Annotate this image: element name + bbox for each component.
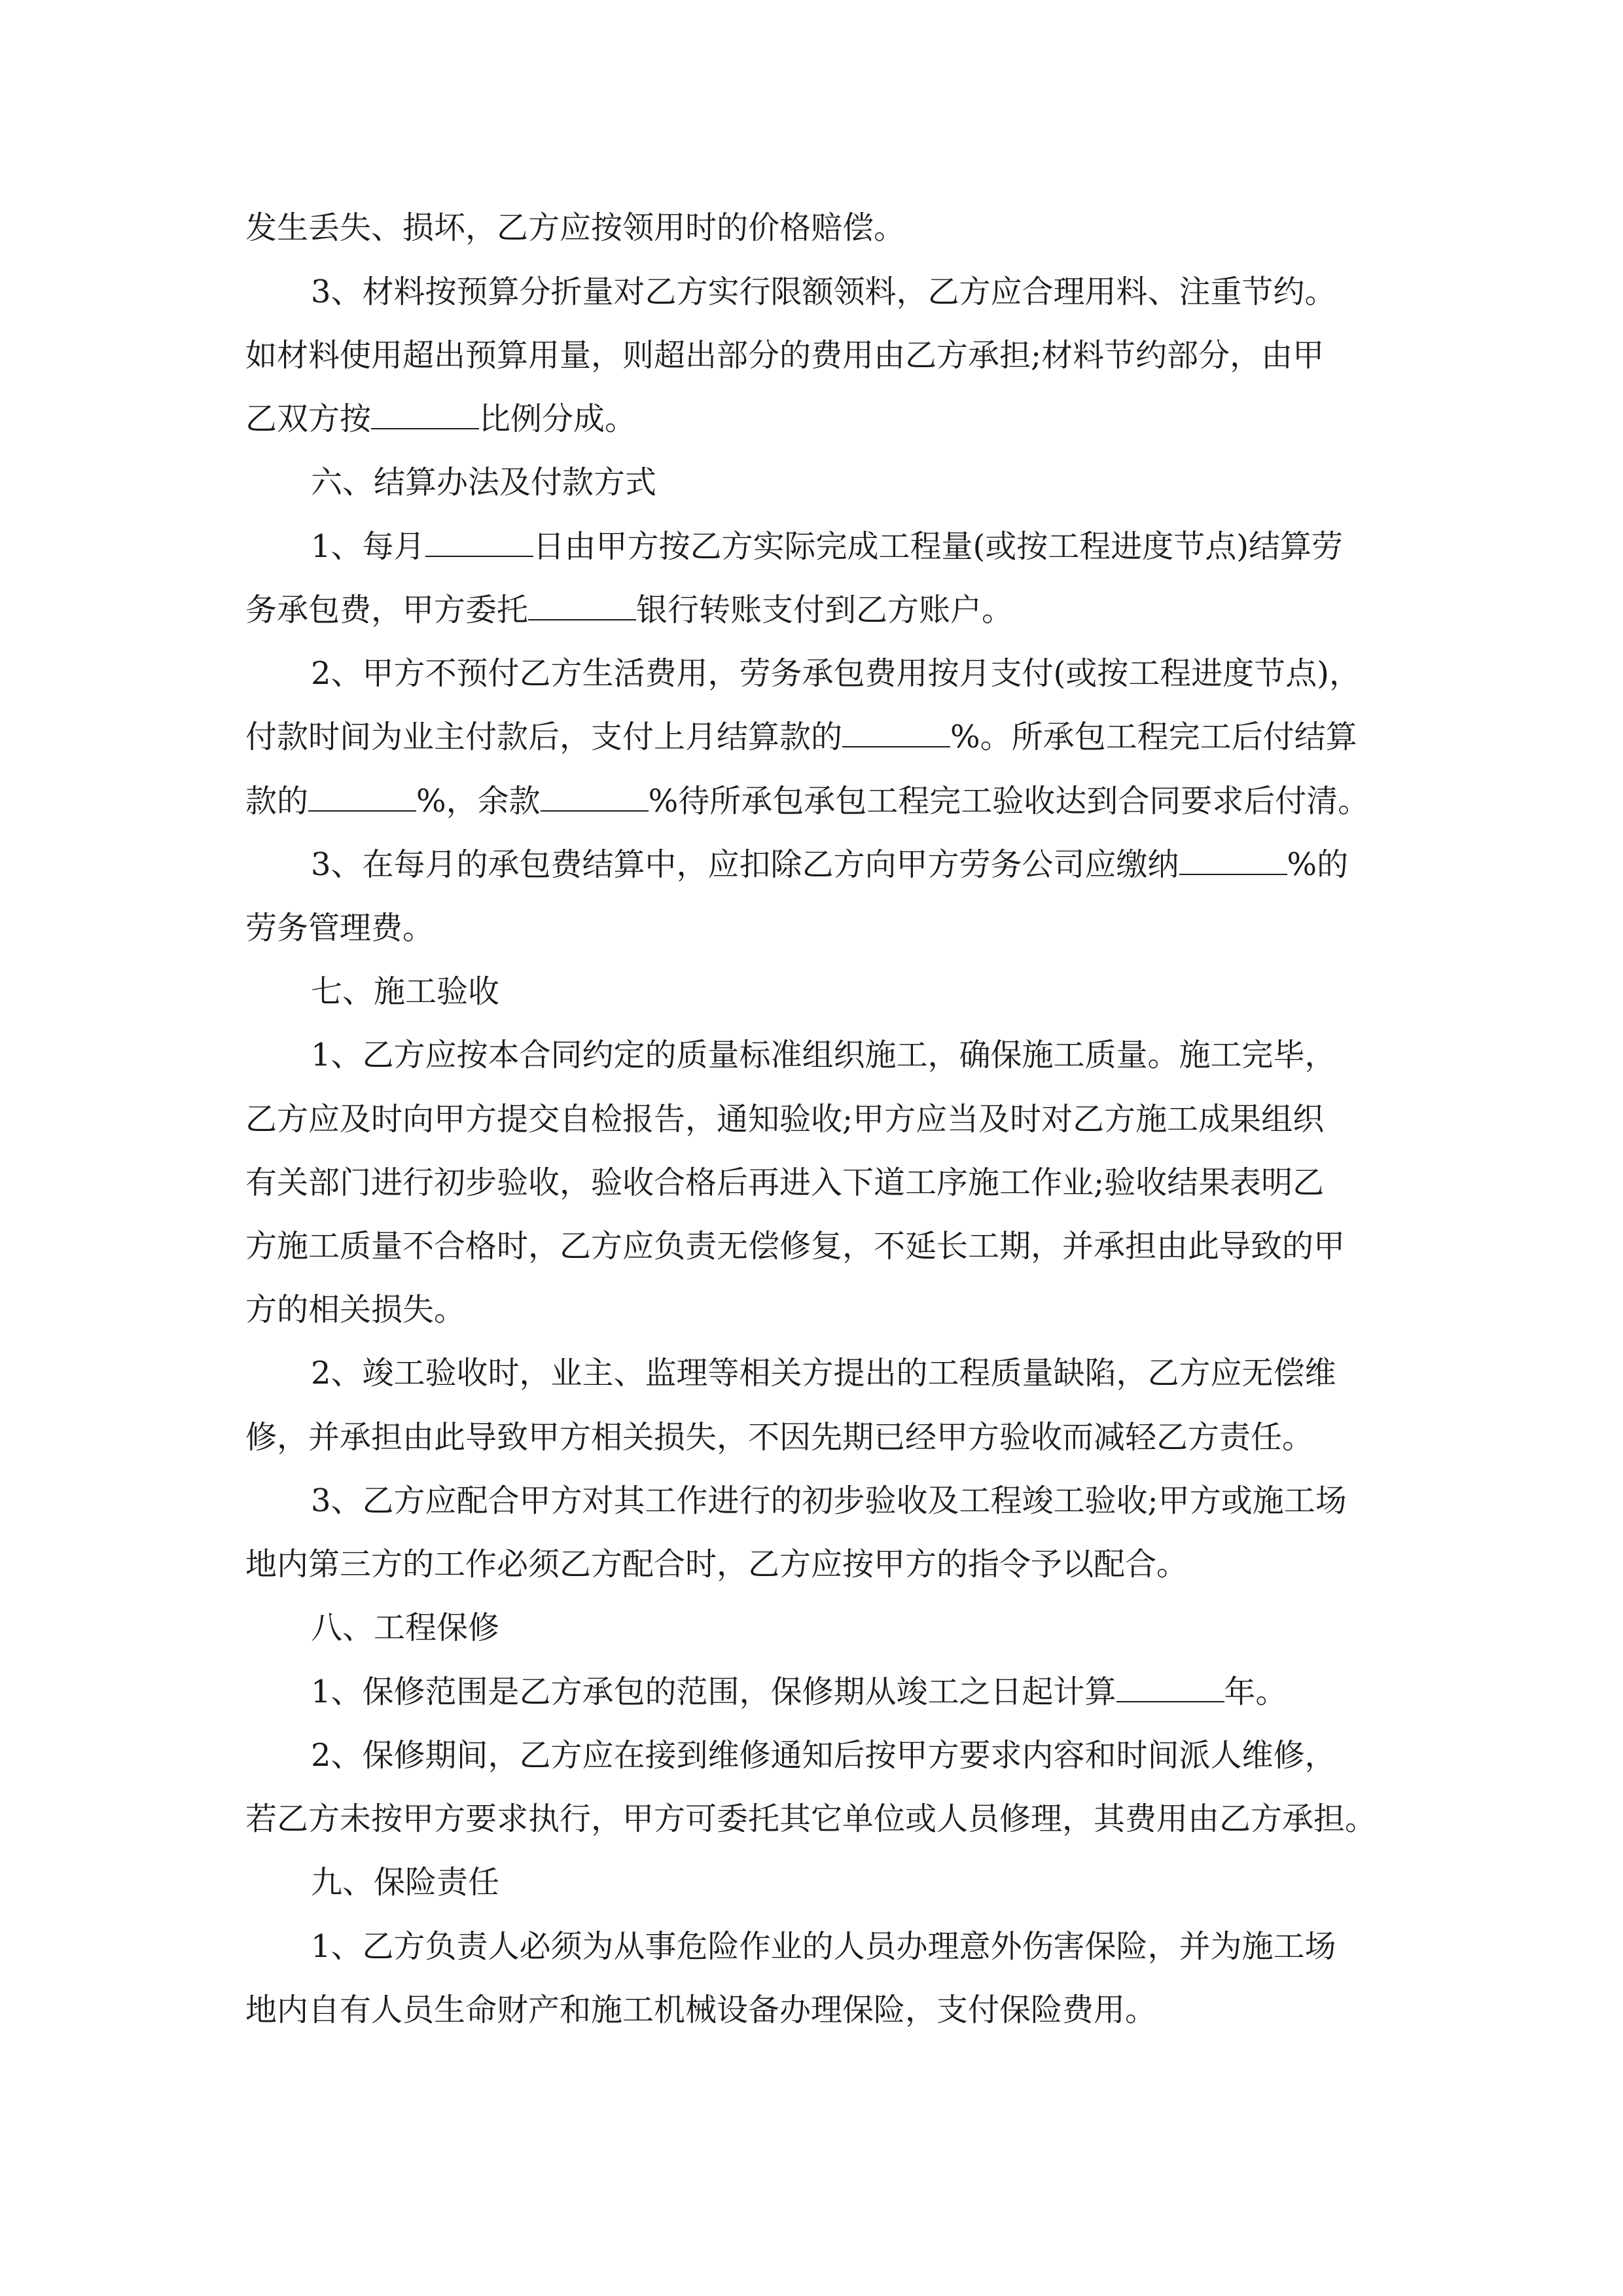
text-line: 1、乙方负责人必须为从事危险作业的人员办理意外伤害保险，并为施工场 [311,1928,1336,1965]
text-line: 地内自有人员生命财产和施工机械设备办理保险，支付保险费用。 [245,1992,1157,2028]
fill-in-blank [541,810,649,812]
text-line: 地内第三方的工作必须乙方配合时，乙方应按甲方的指令予以配合。 [245,1546,1188,1583]
text-line: 3、材料按预算分折量对乙方实行限额领料，乙方应合理用料、注重节约。 [311,274,1336,310]
text-line: 1、保修范围是乙方承包的范围，保修期从竣工之日起计算 年。 [311,1674,1287,1710]
text-line: 务承包费，甲方委托 银行转账支付到乙方账户。 [245,592,1014,628]
fill-in-blank [371,427,479,429]
text-line: 方施工质量不合格时，乙方应负责无偿修复，不延长工期，并承担由此导致的甲 [245,1228,1346,1265]
fill-in-blank [842,745,950,747]
fill-in-blank [308,810,416,812]
text-line: 1、每月 日由甲方按乙方实际完成工程量(或按工程进度节点)结算劳 [311,528,1344,565]
text-line: 乙方应及时向甲方提交自检报告，通知验收;甲方应当及时对乙方施工成果组织 [245,1101,1325,1138]
section-heading: 七、施工验收 [311,973,500,1010]
text-line: 修，并承担由此导致甲方相关损失，不因先期已经甲方验收而减轻乙方责任。 [245,1419,1314,1456]
text-line: 2、保修期间，乙方应在接到维修通知后按甲方要求内容和时间派人维修， [311,1737,1336,1774]
text-line: 劳务管理费。 [245,910,435,946]
fill-in-blank [1116,1700,1224,1702]
section-heading: 六、结算办法及付款方式 [311,464,657,501]
text-line: 发生丢失、损坏，乙方应按领用时的价格赔偿。 [245,209,906,246]
text-line: 3、乙方应配合甲方对其工作进行的初步验收及工程竣工验收;甲方或施工场 [311,1482,1347,1519]
section-heading: 九、保险责任 [311,1864,500,1901]
section-heading: 八、工程保修 [311,1609,500,1646]
text-line: 款的 %，余款 %待所承包承包工程完工验收达到合同要求后付清。 [245,783,1370,819]
text-line: 3、在每月的承包费结算中，应扣除乙方向甲方劳务公司应缴纳 %的 [311,846,1349,883]
text-line: 方的相关损失。 [245,1291,466,1328]
fill-in-blank [528,619,636,620]
text-line: 如材料使用超出预算用量，则超出部分的费用由乙方承担;材料节约部分，由甲 [245,337,1325,374]
text-line: 1、乙方应按本合同约定的质量标准组织施工，确保施工质量。施工完毕， [311,1037,1336,1073]
text-line: 有关部门进行初步验收，验收合格后再进入下道工序施工作业;验收结果表明乙 [245,1164,1325,1201]
fill-in-blank [425,555,533,557]
fill-in-blank [1179,873,1287,875]
text-line: 若乙方未按甲方要求执行，甲方可委托其它单位或人员修理，其费用由乙方承担。 [245,1801,1377,1837]
text-line: 乙双方按 比例分成。 [245,401,637,437]
text-line: 2、竣工验收时，业主、监理等相关方提出的工程质量缺陷，乙方应无偿维 [311,1355,1336,1391]
text-line: 2、甲方不预付乙方生活费用，劳务承包费用按月支付(或按工程进度节点)， [311,655,1361,692]
text-line: 付款时间为业主付款后，支付上月结算款的 %。所承包工程完工后付结算 [245,719,1357,755]
